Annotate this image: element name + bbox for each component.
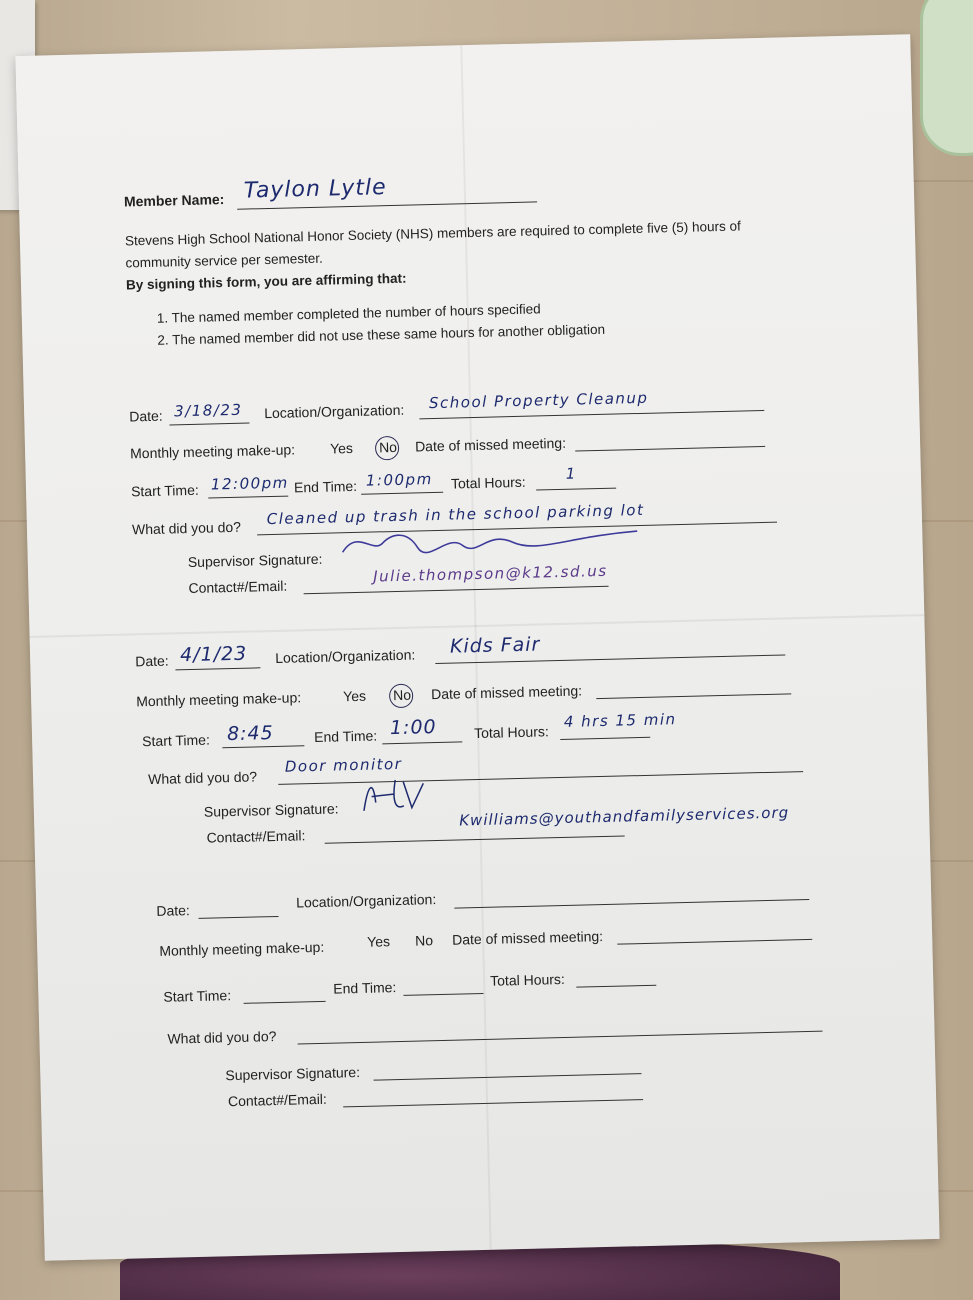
location-label: Location/Organization: [264, 401, 405, 422]
contact-line [325, 835, 625, 843]
affirm-heading: By signing this form, you are affirming that: [125, 270, 407, 293]
end-time-line [361, 492, 443, 495]
date-value: 3/18/23 [173, 400, 243, 421]
date-line [169, 423, 249, 426]
total-hours-value: 4 hrs 15 min [563, 710, 677, 731]
makeup-no: No [392, 686, 412, 704]
makeup-no: No [414, 932, 434, 949]
date-label: Date: [135, 652, 169, 670]
contact-value: Kwilliams@youthandfamilyservices.org [459, 803, 790, 830]
missed-meeting-label: Date of missed meeting: [430, 682, 583, 703]
makeup-yes: Yes [366, 933, 391, 950]
missed-meeting-label: Date of missed meeting: [451, 928, 604, 948]
date-line [175, 667, 260, 670]
supervisor-label: Supervisor Signature: [203, 800, 339, 820]
start-time-line [244, 1001, 326, 1004]
what-value: Door monitor [284, 754, 403, 776]
end-time-label: End Time: [333, 979, 397, 997]
what-line [298, 1031, 823, 1045]
member-name-label: Member Name: [123, 191, 225, 210]
total-hours-line [560, 737, 650, 740]
start-time-label: Start Time: [163, 987, 232, 1005]
supervisor-signature [337, 517, 658, 565]
makeup-no: No [378, 438, 398, 456]
start-time-label: Start Time: [141, 731, 211, 750]
supervisor-signature [353, 770, 464, 818]
location-label: Location/Organization: [274, 646, 416, 666]
total-hours-label: Total Hours: [489, 970, 566, 989]
what-label: What did you do? [147, 768, 258, 788]
affirm-item-1: 1. The named member completed the number of hours specified [156, 301, 541, 326]
supervisor-label: Supervisor Signature: [225, 1064, 361, 1084]
total-hours-line [576, 985, 656, 988]
service-hours-form [15, 34, 939, 1261]
total-hours-value: 1 [565, 464, 578, 483]
what-value: Cleaned up trash in the school parking lot [266, 500, 645, 529]
contact-label: Contact#/Email: [188, 577, 288, 597]
green-object [920, 0, 973, 156]
total-hours-label: Total Hours: [450, 473, 526, 492]
date-label: Date: [156, 902, 190, 919]
end-time-value: 1:00pm [365, 470, 433, 490]
member-name-value: Taylon Lytle [243, 175, 387, 204]
intro-line-1: Stevens High School National Honor Society (NHS) members are required to complete five (5) hours of [124, 218, 741, 249]
end-time-line [403, 993, 483, 996]
end-time-label: End Time: [293, 477, 358, 496]
what-label: What did you do? [131, 518, 242, 538]
makeup-label: Monthly meeting make-up: [159, 938, 325, 959]
start-time-value: 8:45 [226, 722, 274, 746]
date-line [199, 916, 279, 919]
makeup-yes: Yes [329, 439, 354, 457]
member-name-line [237, 201, 537, 209]
location-value: Kids Fair [449, 633, 541, 658]
makeup-label: Monthly meeting make-up: [129, 441, 296, 462]
total-hours-label: Total Hours: [473, 723, 549, 742]
missed-meeting-label: Date of missed meeting: [414, 434, 567, 455]
makeup-label: Monthly meeting make-up: [136, 689, 302, 710]
end-time-value: 1:00 [389, 716, 437, 740]
contact-value: Julie.thompson@k12.sd.us [373, 561, 608, 586]
start-time-line [208, 496, 288, 499]
date-value: 4/1/23 [179, 642, 248, 667]
affirm-item-2: 2. The named member did not use these same hours for another obligation [157, 321, 606, 348]
date-label: Date: [129, 407, 163, 425]
supervisor-label: Supervisor Signature: [187, 550, 323, 571]
location-value: School Property Cleanup [428, 388, 649, 413]
supervisor-line [374, 1073, 642, 1081]
start-time-label: Start Time: [130, 481, 199, 500]
total-hours-line [536, 488, 616, 491]
contact-label: Contact#/Email: [227, 1090, 328, 1110]
start-time-value: 12:00pm [210, 473, 290, 494]
missed-meeting-line [617, 939, 812, 945]
contact-line [304, 586, 609, 594]
contact-line [343, 1099, 643, 1107]
end-time-label: End Time: [313, 727, 378, 746]
end-time-line [382, 741, 462, 744]
makeup-yes: Yes [342, 687, 367, 705]
what-label: What did you do? [167, 1028, 277, 1047]
intro-line-2: community service per semester. [125, 250, 323, 271]
start-time-line [222, 745, 304, 748]
location-label: Location/Organization: [295, 891, 437, 911]
missed-meeting-line [596, 693, 791, 699]
location-line [454, 899, 809, 909]
missed-meeting-line [575, 446, 765, 452]
contact-label: Contact#/Email: [206, 827, 306, 846]
